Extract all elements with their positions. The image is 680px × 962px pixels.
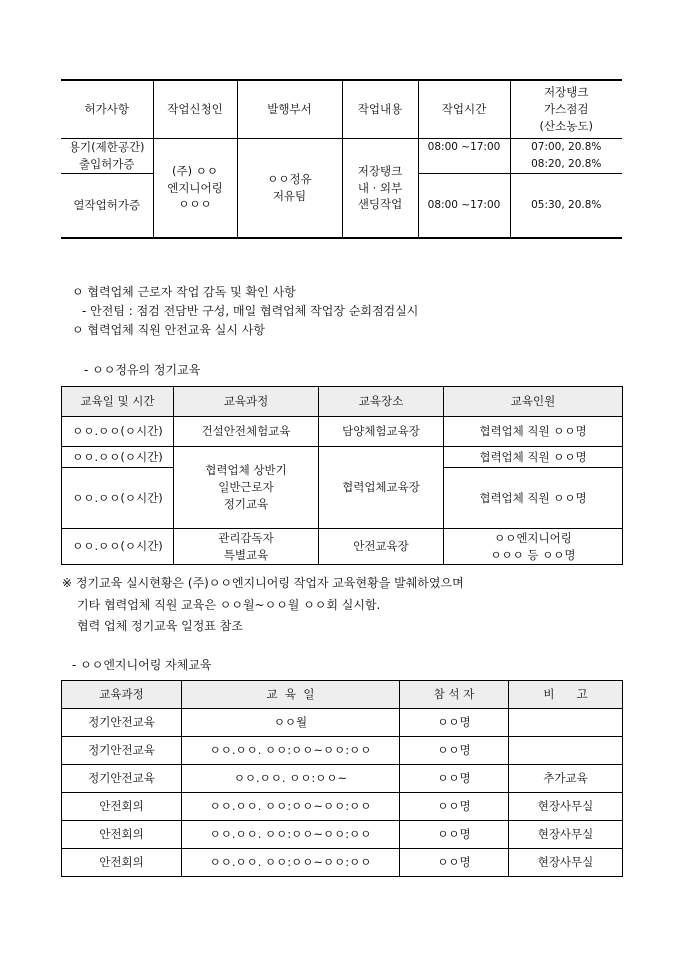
header-applicant: 작업신청인 (153, 80, 237, 139)
self-course: 정기안전교육 (62, 709, 182, 737)
permit-hot-work: 열작업허가증 (61, 174, 153, 239)
self-header-attendees: 참 석 자 (400, 681, 509, 709)
self-date: ㅇㅇ.ㅇㅇ. ㅇㅇ:ㅇㅇ~ㅇㅇ:ㅇㅇ (182, 737, 400, 765)
self-course: 정기안전교육 (62, 765, 182, 793)
self-note: 추가교육 (509, 765, 623, 793)
self-course: 안전회의 (62, 821, 182, 849)
self-attendees: ㅇㅇ명 (400, 849, 509, 877)
self-course: 안전회의 (62, 849, 182, 877)
work-permit-table (61, 79, 622, 239)
self-note: 현장사무실 (509, 821, 623, 849)
self-course: 안전회의 (62, 793, 182, 821)
edu-people: ㅇㅇ엔지니어링 ㅇㅇㅇ 등 ㅇㅇ명 (444, 529, 623, 565)
edu-date: ㅇㅇ.ㅇㅇ(ㅇ시간) (62, 468, 174, 529)
self-attendees: ㅇㅇ명 (400, 709, 509, 737)
edu-people: 협력업체 직원 ㅇㅇ명 (444, 447, 623, 468)
table-row (62, 737, 623, 765)
self-attendees: ㅇㅇ명 (400, 737, 509, 765)
gas-cell-1b: 08:20, 20.8% (510, 156, 622, 174)
self-course: 정기안전교육 (62, 737, 182, 765)
edu-date: ㅇㅇ.ㅇㅇ(ㅇ시간) (62, 447, 174, 468)
bullet-supervision: ㅇ 협력업체 근로자 작업 감독 및 확인 사항 (72, 285, 296, 299)
table-row (62, 765, 623, 793)
gas-cell-1a: 07:00, 20.8% (510, 139, 622, 157)
applicant-cell: (주) ㅇㅇ 엔지니어링 ㅇㅇㅇ (153, 139, 237, 239)
self-education-table (61, 680, 623, 877)
time-cell-1: 08:00 ~17:00 (418, 139, 510, 157)
self-note (509, 709, 623, 737)
edu-place: 담양체험교육장 (319, 417, 444, 447)
self-date: ㅇㅇ월 (182, 709, 400, 737)
self-note: 현장사무실 (509, 793, 623, 821)
note-line-1: ※ 정기교육 실시현황은 (주)ㅇㅇ엔지니어링 작업자 교육현황을 발췌하였으며 (62, 576, 464, 590)
section-self-education-title: - ㅇㅇ엔지니어링 자체교육 (72, 658, 212, 672)
header-permit: 허가사항 (61, 80, 153, 139)
table-row (62, 793, 623, 821)
self-date: ㅇㅇ.ㅇㅇ. ㅇㅇ:ㅇㅇ~ (182, 765, 400, 793)
bullet-training: ㅇ 협력업체 직원 안전교육 실시 사항 (72, 323, 265, 337)
work-cell: 저장탱크 내 · 외부 샌딩작업 (342, 139, 418, 239)
edu-course: 협력업체 상반기 일반근로자 정기교육 (174, 447, 319, 529)
self-header-note: 비 고 (509, 681, 623, 709)
issuer-cell: ㅇㅇ정유 저유팀 (237, 139, 342, 239)
self-header-date: 교 육 일 (182, 681, 400, 709)
section-regular-education-title: - ㅇㅇ정유의 정기교육 (84, 363, 201, 377)
header-issuer: 발행부서 (237, 80, 342, 139)
note-line-2: 기타 협력업체 직원 교육은 ㅇㅇ월~ㅇㅇ월 ㅇㅇ회 실시함. (77, 598, 381, 612)
edu-header-date: 교육일 및 시간 (62, 387, 174, 417)
self-attendees: ㅇㅇ명 (400, 793, 509, 821)
edu-place: 협력업체교육장 (319, 447, 444, 529)
regular-education-table (61, 386, 623, 565)
header-gas-check: 저장탱크 가스점검 (산소농도) (510, 80, 622, 139)
header-work: 작업내용 (342, 80, 418, 139)
bullet-supervision-sub: - 안전팀 : 점검 전담반 구성, 매일 협력업체 작업장 순회점검실시 (82, 304, 419, 318)
edu-header-people: 교육인원 (444, 387, 623, 417)
note-line-3: 협력 업체 정기교육 일정표 참조 (77, 619, 243, 633)
edu-place: 안전교육장 (319, 529, 444, 565)
self-date: ㅇㅇ.ㅇㅇ. ㅇㅇ:ㅇㅇ~ㅇㅇ:ㅇㅇ (182, 849, 400, 877)
time-cell-2: 08:00 ~17:00 (418, 174, 510, 239)
table-row (62, 821, 623, 849)
edu-course: 관리감독자 특별교육 (174, 529, 319, 565)
self-attendees: ㅇㅇ명 (400, 821, 509, 849)
edu-header-course: 교육과정 (174, 387, 319, 417)
edu-people: 협력업체 직원 ㅇㅇ명 (444, 468, 623, 529)
self-header-course: 교육과정 (62, 681, 182, 709)
edu-header-place: 교육장소 (319, 387, 444, 417)
table-row (62, 849, 623, 877)
self-note: 현장사무실 (509, 849, 623, 877)
self-attendees: ㅇㅇ명 (400, 765, 509, 793)
table-row (62, 709, 623, 737)
edu-date: ㅇㅇ.ㅇㅇ(ㅇ시간) (62, 417, 174, 447)
edu-course: 건설안전체험교육 (174, 417, 319, 447)
self-note (509, 737, 623, 765)
edu-date: ㅇㅇ.ㅇㅇ(ㅇ시간) (62, 529, 174, 565)
edu-people: 협력업체 직원 ㅇㅇ명 (444, 417, 623, 447)
self-date: ㅇㅇ.ㅇㅇ. ㅇㅇ:ㅇㅇ~ㅇㅇ:ㅇㅇ (182, 821, 400, 849)
header-time: 작업시간 (418, 80, 510, 139)
permit-confined-space: 용기(제한공간) 출입허가증 (61, 139, 153, 174)
gas-cell-2: 05:30, 20.8% (510, 174, 622, 239)
self-date: ㅇㅇ.ㅇㅇ. ㅇㅇ:ㅇㅇ~ㅇㅇ:ㅇㅇ (182, 793, 400, 821)
